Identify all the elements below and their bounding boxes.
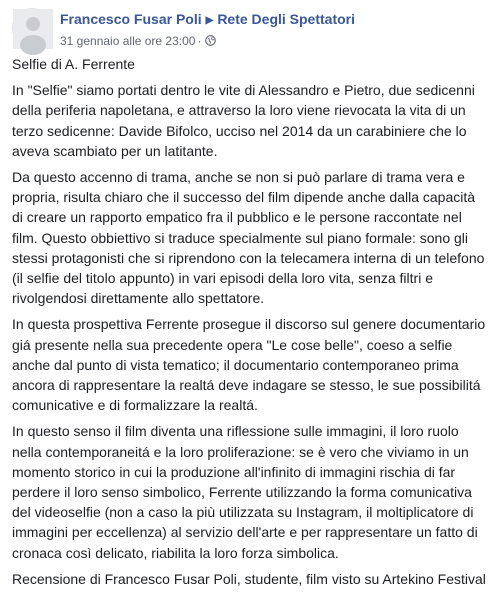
post-paragraph: In questa prospettiva Ferrente prosegue il discorso sul genere documentario giá presente nella sua precedente opera "Le cose belle", coeso a selfie anche dal punto di vista tematico; il documentario contemporaneo prima ancora di rappresentare la realtá deve indagare se stesso, le sue possibilitá comunicative e di formalizzare la realtá. (12, 316, 486, 414)
post-paragraph-signature: Recensione di Francesco Fusar Poli, studente, film visto su Artekino Festival (12, 570, 486, 587)
post-subtitle (60, 33, 355, 49)
post-paragraph: Da questo accenno di trama, anche se non si può parlare di trama vera e propria, risulta chiaro che il successo del film dipende anche dalla capacità di creare un rapporto empatico fra il pubblico e le persone raccontate nel film. Questo obbiettivo si traduce specialmente sul piano formale: sono gli stessi protagonisti che si riprendono con la telecamera interna di un telefono (il selfie del titolo appunto) in vari episodi della loro vita, senza filtri e rivolgendosi direttamente allo spettatore. (12, 169, 485, 307)
group-link[interactable]: Rete Degli Spettatori (217, 11, 356, 27)
avatar[interactable] (12, 8, 52, 48)
post-meta (60, 8, 355, 49)
share-arrow-icon: ▶ (205, 15, 214, 26)
post-paragraph: In "Selfie" siamo portati dentro le vite di Alessandro e Pietro, due sedicenni della periferia napoletana, e attraverso la loro viene rievocata la vita di un terzo sedicenne: Davide Bifolco, ucciso nel 2014 da un carabiniere che lo aveva scambiato per un latitante. (12, 82, 475, 159)
post-body (12, 54, 488, 595)
default-avatar-icon (13, 9, 53, 49)
post-title (60, 10, 355, 30)
separator: · (197, 34, 202, 48)
author-link[interactable]: Francesco Fusar Poli (60, 11, 202, 27)
post-paragraph: In questo senso il film diventa una riflessione sulle immagini, il loro ruolo nella contemporaneitá e la loro proliferazione: se è vero che viviamo in un momento storico in cui la produzione all'infinito di immagini rischia di far perdere il loro senso simbolico, Ferrente utilizzando la forma comunicativa del videoselfie (non a caso la più utilizzata su Instagram, il moltiplicatore di immagini per eccellenza) al servizio dell'arte e per rappresentare un fatto di cronaca così delicato, riabilita la loro forza simbolica. (12, 423, 478, 561)
post-paragraph-title: Selfie di A. Ferrente (12, 56, 135, 72)
timestamp-link[interactable]: 31 gennaio alle ore 23:00 (60, 34, 196, 48)
post-header (12, 8, 355, 48)
globe-icon[interactable] (205, 34, 216, 45)
